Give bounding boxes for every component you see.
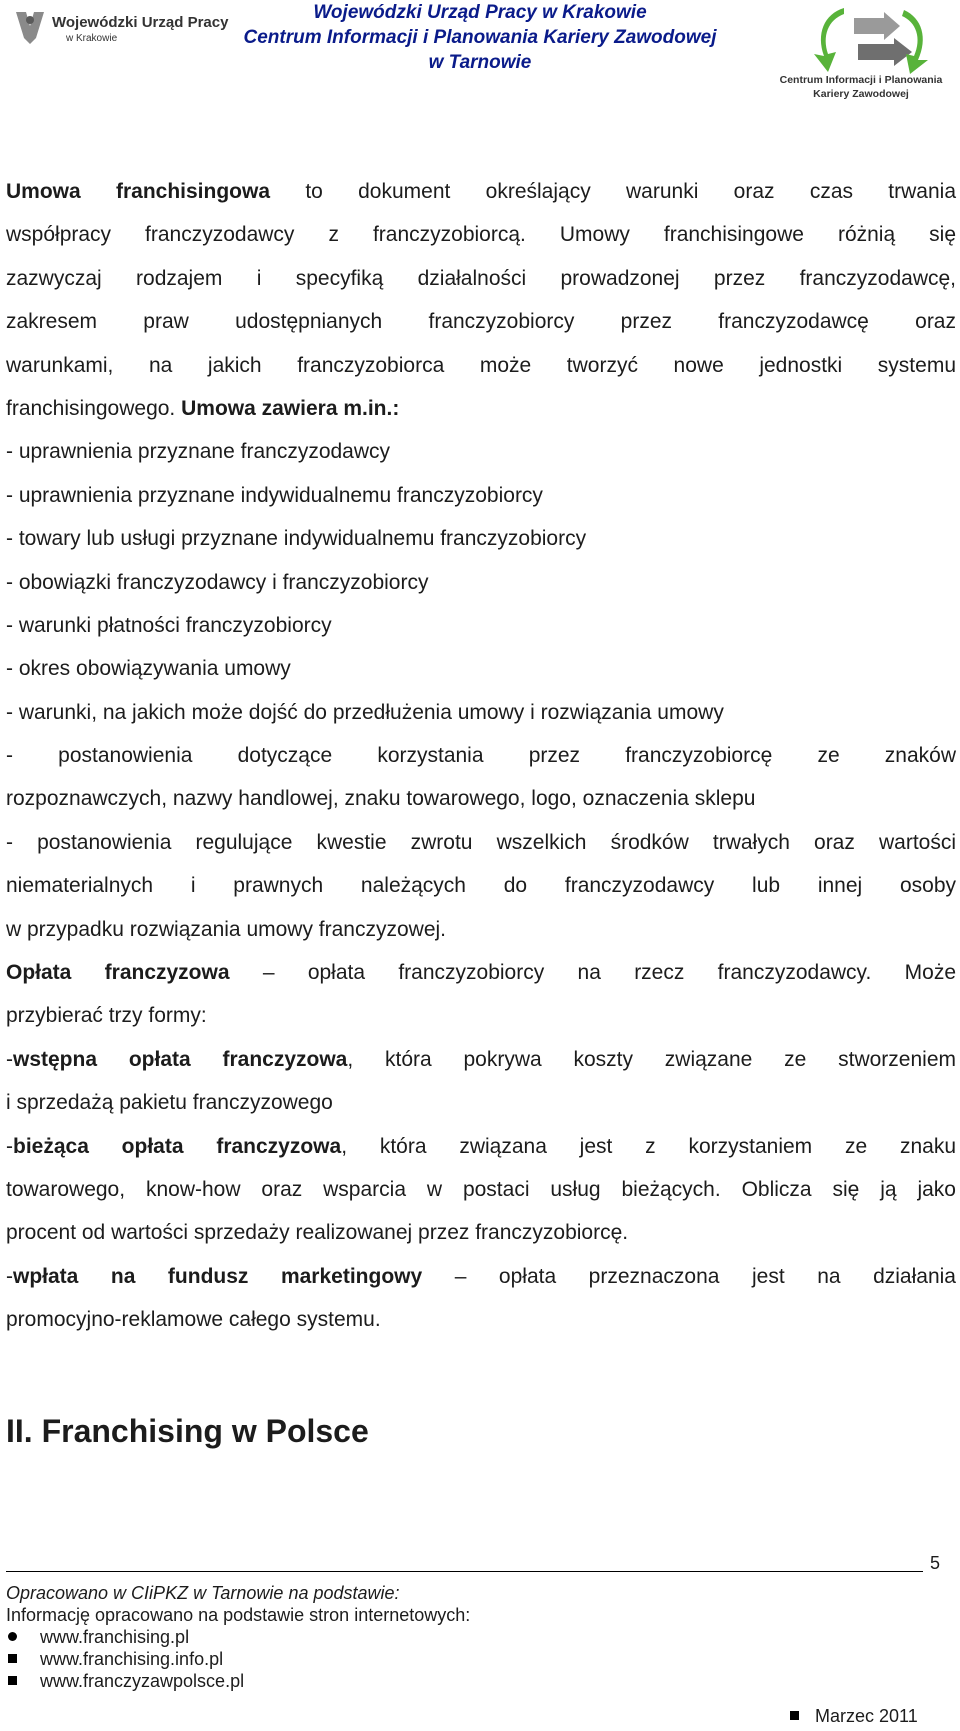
cipkz-logo-line2: Kariery Zawodowej xyxy=(813,88,909,100)
list-item: - towary lub usługi przyznane indywidualnemu franczyzobiorcy xyxy=(6,527,587,551)
page-header xyxy=(0,0,960,110)
paragraph-line: zazwyczaj rodzajem i specyfiką działalności prowadzonej przez franczyzodawcę, xyxy=(6,266,956,290)
list-item: - uprawnienia przyznane indywidualnemu franczyzobiorcy xyxy=(6,483,543,507)
wup-logo-sub: w Krakowie xyxy=(66,33,118,44)
list-item: - postanowienia regulujące kwestie zwrotu wszelkich środków trwałych oraz wartości xyxy=(6,830,956,854)
list-item: - okres obowiązywania umowy xyxy=(6,657,291,681)
document-body xyxy=(6,170,956,1453)
source-url: www.franchising.info.pl xyxy=(40,1649,224,1669)
source-url: www.franczyzawpolsce.pl xyxy=(40,1671,245,1691)
list-item: - uprawnienia przyznane franczyzodawcy xyxy=(6,440,391,464)
list-item: - postanowienia dotyczące korzystania przez franczyzobiorcę ze znaków xyxy=(6,744,956,768)
term-wplata-fundusz: wpłata na fundusz marketingowy xyxy=(13,1264,423,1288)
page-number: 5 xyxy=(930,1553,941,1573)
square-bullet-icon xyxy=(8,1676,17,1685)
wup-logo xyxy=(12,8,229,50)
list-item: - warunki płatności franczyzobiorcy xyxy=(6,613,332,637)
spacer xyxy=(6,1342,956,1410)
term-umowa-franchisingowa: Umowa franchisingowa xyxy=(6,180,271,203)
list-item-continuation: niematerialnych i prawnych należących do franczyzodawcy lub innej osoby xyxy=(6,874,956,898)
term-oplata-franczyzowa: Opłata franczyzowa xyxy=(6,961,230,985)
list-item-continuation: rozpoznawczych, nazwy handlowej, znaku towarowego, logo, oznaczenia sklepu xyxy=(6,787,756,811)
footer-divider xyxy=(6,1571,923,1572)
square-bullet-icon xyxy=(8,1654,17,1663)
list-item-continuation: w przypadku rozwiązania umowy franczyzowej. xyxy=(6,917,447,941)
fee-form-item: -wpłata na fundusz marketingowy – opłata przeznaczona jest na działania xyxy=(6,1264,956,1288)
fee-form-continuation: i sprzedażą pakietu franczyzowego xyxy=(6,1091,333,1115)
fee-form-continuation: towarowego, know-how oraz wsparcia w postaci usług bieżących. Oblicza się ją jako xyxy=(6,1177,956,1201)
fee-form-item: -wstępna opłata franczyzowa, która pokrywa koszty związane ze stworzeniem xyxy=(6,1047,956,1071)
fee-form-item: -bieżąca opłata franczyzowa, która związana jest z korzystaniem ze znaku xyxy=(6,1134,956,1158)
paragraph-line: Umowa franchisingowa to dokument określający warunki oraz czas trwania xyxy=(6,180,956,203)
term-wstepna-oplata: wstępna opłata franczyzowa xyxy=(13,1047,348,1071)
cipkz-logo-line1: Centrum Informacji i Planowania xyxy=(779,74,943,86)
paragraph-line: współpracy franczyzodawcy z franczyzobiorcą. Umowy franchisingowe różnią się xyxy=(6,223,956,247)
round-bullet-icon xyxy=(8,1632,17,1641)
wup-emblem-icon xyxy=(12,8,48,48)
source-list-item xyxy=(6,1648,470,1670)
paragraph-line: franchisingowego. Umowa zawiera m.in.: xyxy=(6,396,400,420)
fee-form-continuation: procent od wartości sprzedaży realizowanej przez franczyzobiorcę. xyxy=(6,1221,629,1245)
header-title-line: w Tarnowie xyxy=(428,52,532,73)
source-url: www.franchising.pl xyxy=(40,1627,190,1647)
paragraph-line: Opłata franczyzowa – opłata franczyzobiorcy na rzecz franczyzodawcy. Może xyxy=(6,961,956,985)
wup-logo-name: Wojewódzki Urząd Pracy xyxy=(52,14,229,31)
cipkz-logo xyxy=(766,4,956,108)
document-date xyxy=(790,1706,918,1727)
square-bullet-icon xyxy=(790,1711,799,1720)
page-footer xyxy=(6,1582,470,1692)
date-text: Marzec 2011 xyxy=(815,1706,918,1726)
paragraph-line: przybierać trzy formy: xyxy=(6,1004,207,1028)
cipkz-arrows-icon xyxy=(784,4,934,76)
term-umowa-zawiera: Umowa zawiera m.in.: xyxy=(175,396,400,420)
paragraph-line: zakresem praw udostępnianych franczyzobiorcy przez franczyzodawcę oraz xyxy=(6,310,956,334)
list-item: - warunki, na jakich może dojść do przedłużenia umowy i rozwiązania umowy xyxy=(6,700,724,724)
sources-title: Opracowano w CIiPKZ w Tarnowie na podstawie: xyxy=(6,1583,400,1603)
fee-form-continuation: promocyjno-reklamowe całego systemu. xyxy=(6,1308,381,1332)
paragraph-line: warunkami, na jakich franczyzobiorca może tworzyć nowe jednostki systemu xyxy=(6,353,956,377)
header-title-line: Centrum Informacji i Planowania Kariery Zawodowej xyxy=(243,27,717,48)
header-title-line: Wojewódzki Urząd Pracy w Krakowie xyxy=(313,2,647,23)
section-heading: II. Franchising w Polsce xyxy=(6,1412,369,1449)
sources-note: Informację opracowano na podstawie stron internetowych: xyxy=(6,1605,471,1625)
list-item: - obowiązki franczyzodawcy i franczyzobiorcy xyxy=(6,570,429,594)
source-list-item xyxy=(6,1670,470,1692)
source-list-item xyxy=(6,1626,470,1648)
header-title xyxy=(200,0,760,75)
term-biezaca-oplata: bieżąca opłata franczyzowa xyxy=(13,1134,342,1158)
